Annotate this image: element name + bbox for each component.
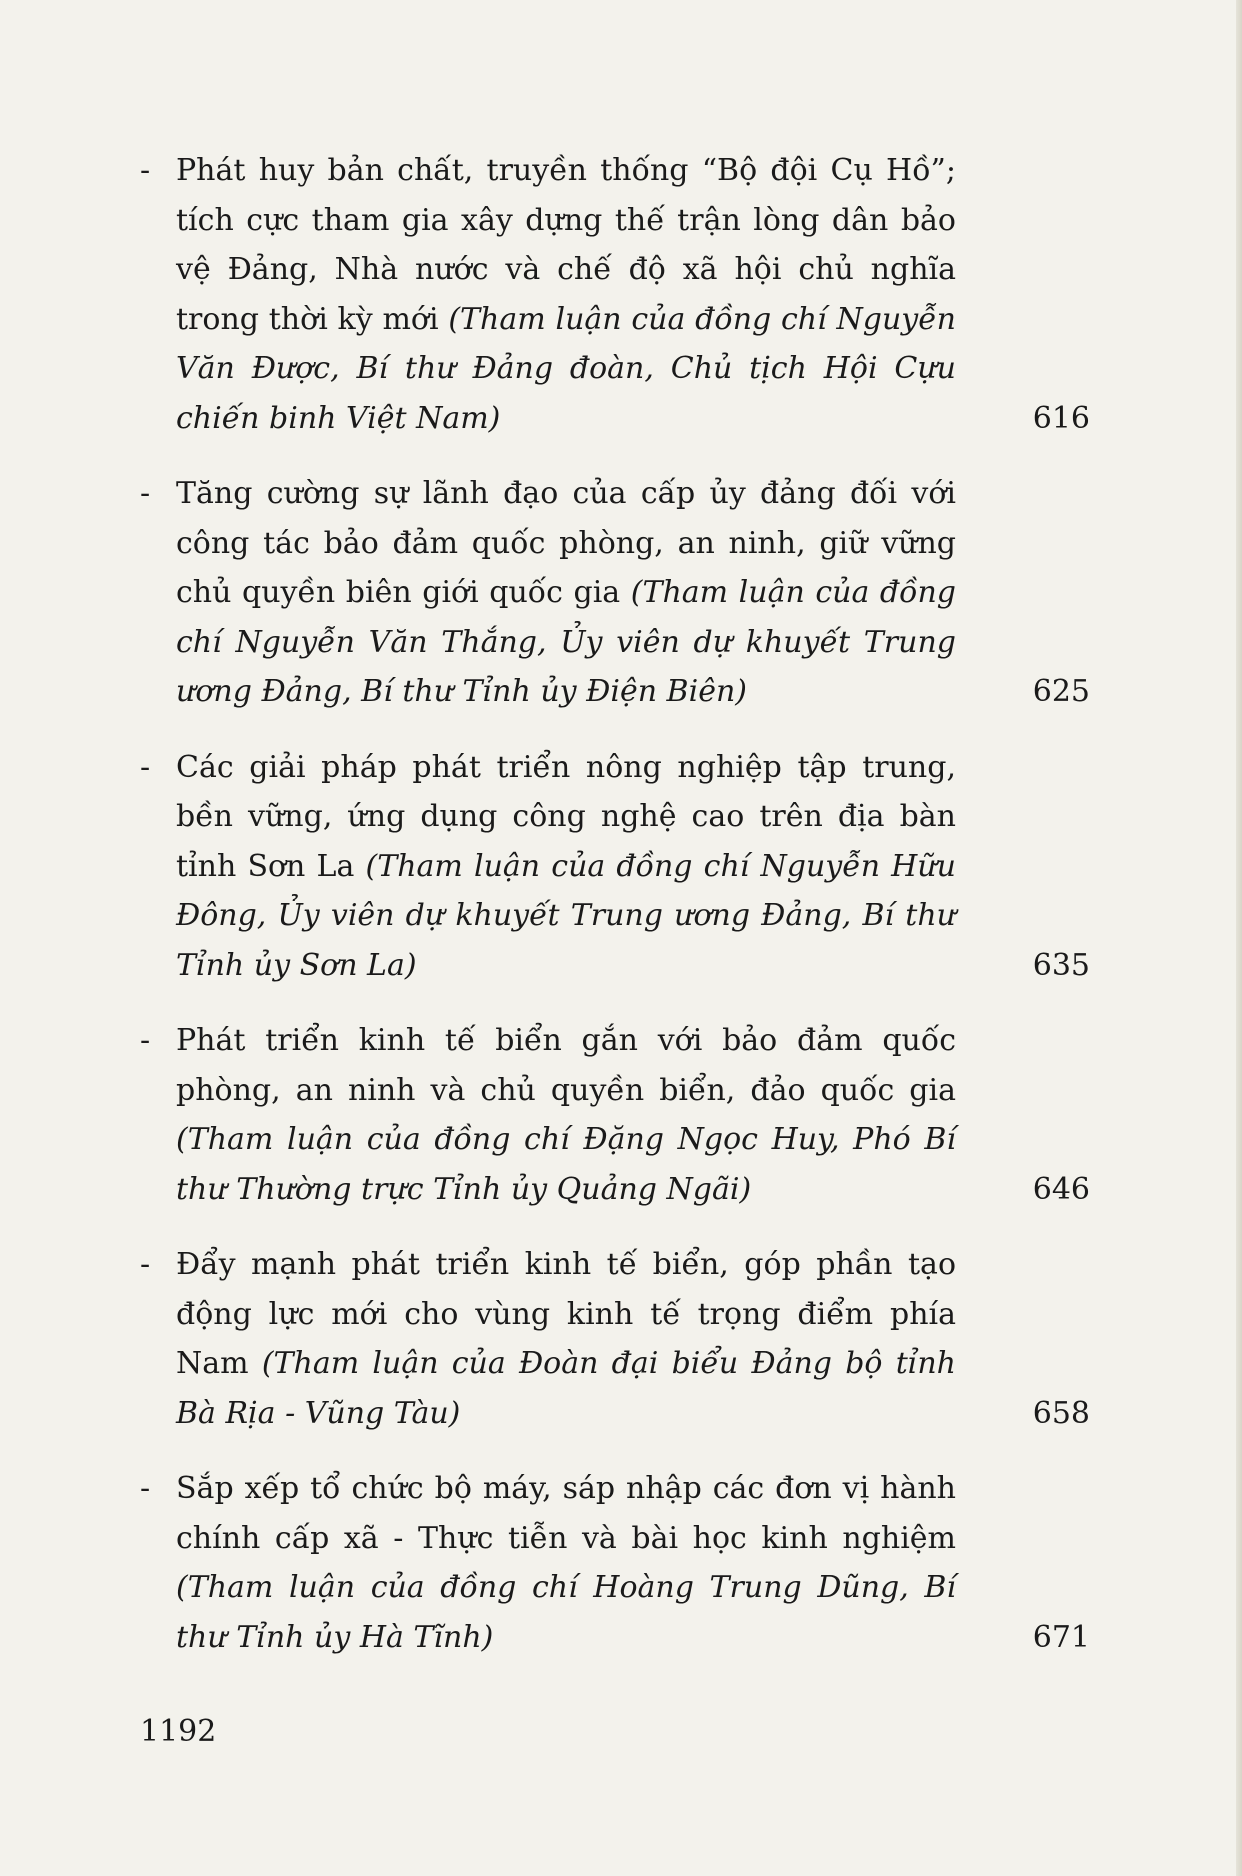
entry-author: (Tham luận của đồng chí Nguyễn Hữu Đông, Ủy viên dự khuyết Trung ương Đảng, Bí thư Tỉnh ủy Sơn La) xyxy=(176,848,956,983)
toc-entry xyxy=(140,1240,1090,1438)
entry-text xyxy=(140,1016,956,1214)
entry-title: Tăng cường sự lãnh đạo của cấp ủy đảng đối với công tác bảo đảm quốc phòng, an ninh, giữ vững chủ quyền biên giới quốc gia xyxy=(176,476,956,610)
entry-page-number: 616 xyxy=(1032,400,1090,436)
entry-author: (Tham luận của đồng chí Hoàng Trung Dũng, Bí thư Tỉnh ủy Hà Tĩnh) xyxy=(176,1570,956,1655)
entry-title: Phát huy bản chất, truyền thống “Bộ đội Cụ Hồ”; tích cực tham gia xây dựng thế trận lòng dân bảo vệ Đảng, Nhà nước và chế độ xã hội chủ nghĩa trong thời kỳ mới xyxy=(176,153,956,337)
entry-dash: - xyxy=(140,1471,151,1506)
entry-text xyxy=(140,469,956,717)
entry-author: (Tham luận của đồng chí Nguyễn Văn Thắng, Ủy viên dự khuyết Trung ương Đảng, Bí thư Tỉnh ủy Điện Biên) xyxy=(176,575,956,709)
entry-page-number: 671 xyxy=(1032,1619,1090,1655)
entry-text xyxy=(140,146,956,443)
entry-dash: - xyxy=(140,749,151,785)
entry-text xyxy=(140,743,956,991)
page-number-footer: 1192 xyxy=(140,1714,217,1749)
entry-page-number: 658 xyxy=(1032,1395,1090,1431)
toc-entry xyxy=(140,1016,1090,1214)
entry-title: Các giải pháp phát triển nông nghiệp tập trung, bền vững, ứng dụng công nghệ cao trên địa bàn tỉnh Sơn La xyxy=(176,749,956,884)
entry-text xyxy=(140,1240,956,1438)
entry-title: Sắp xếp tổ chức bộ máy, sáp nhập các đơn vị hành chính cấp xã - Thực tiễn và bài học kinh nghiệm xyxy=(176,1471,956,1556)
toc-entry xyxy=(140,469,1090,717)
entry-title: Phát triển kinh tế biển gắn với bảo đảm quốc phòng, an ninh và chủ quyền biển, đảo quốc gia xyxy=(176,1023,956,1108)
entry-author: (Tham luận của Đoàn đại biểu Đảng bộ tỉnh Bà Rịa - Vũng Tàu) xyxy=(176,1346,957,1431)
toc-entry xyxy=(140,743,1090,991)
entry-dash: - xyxy=(140,1247,151,1282)
entry-dash: - xyxy=(140,1023,151,1058)
entry-page-number: 635 xyxy=(1032,947,1090,983)
entry-page-number: 625 xyxy=(1032,674,1090,709)
entry-title: Đẩy mạnh phát triển kinh tế biển, góp phần tạo động lực mới cho vùng kinh tế trọng điểm phía Nam xyxy=(176,1247,956,1381)
entry-dash: - xyxy=(140,153,151,188)
toc-entry xyxy=(140,1464,1090,1662)
entry-text xyxy=(140,1464,956,1662)
page-edge xyxy=(1236,0,1242,1876)
table-of-contents xyxy=(0,146,1242,1688)
entry-author: (Tham luận của đồng chí Nguyễn Văn Được, Bí thư Đảng đoàn, Chủ tịch Hội Cựu chiến binh Việt Nam) xyxy=(176,301,956,436)
entry-page-number: 646 xyxy=(1032,1171,1090,1207)
entry-author: (Tham luận của đồng chí Đặng Ngọc Huy, Phó Bí thư Thường trực Tỉnh ủy Quảng Ngãi) xyxy=(176,1122,956,1207)
entry-dash: - xyxy=(140,476,151,511)
toc-entry xyxy=(140,146,1090,443)
